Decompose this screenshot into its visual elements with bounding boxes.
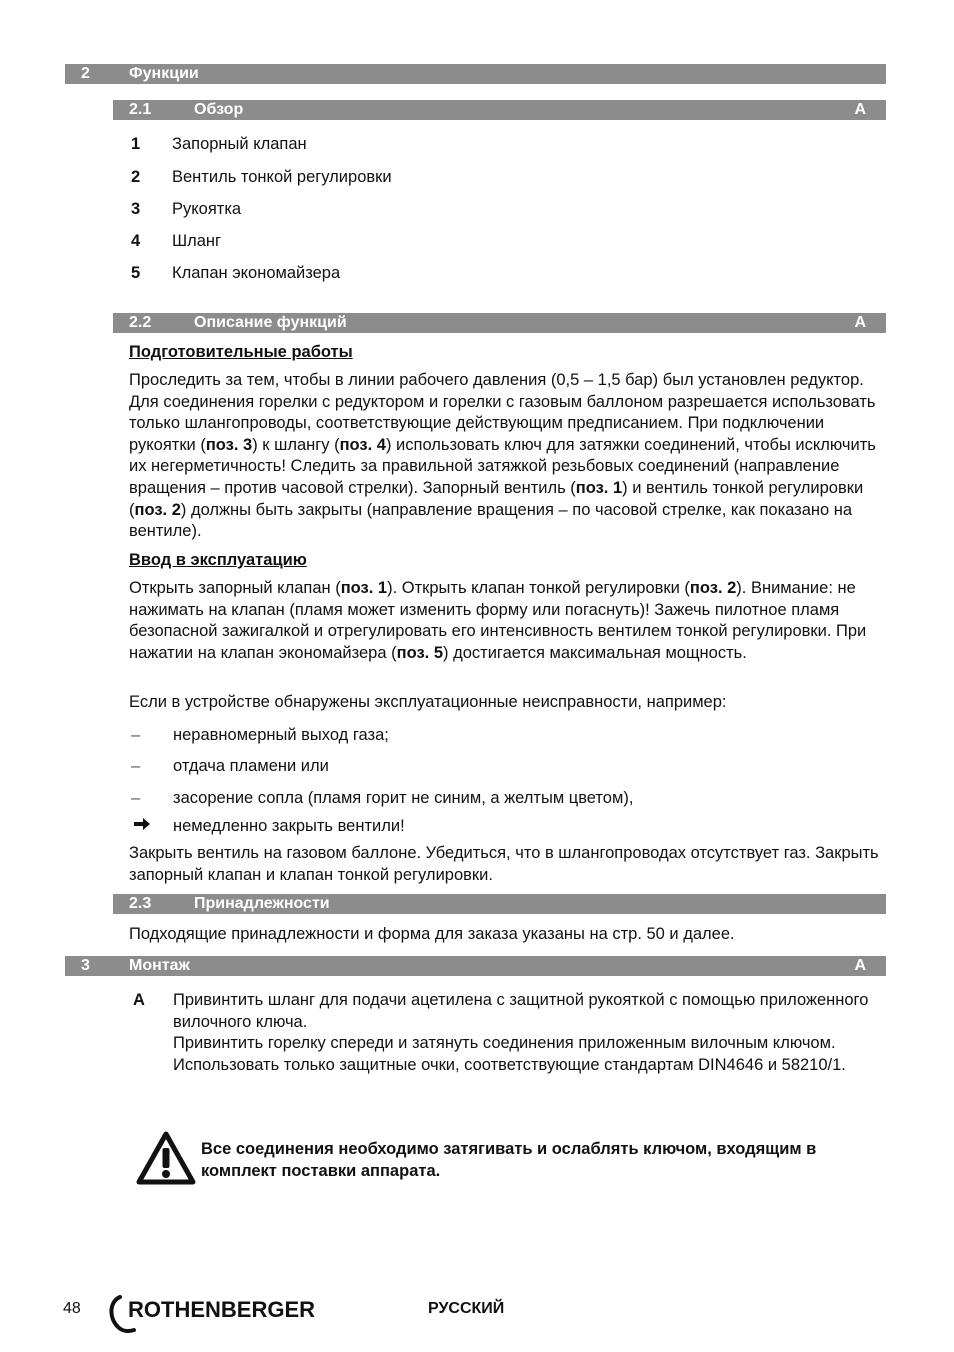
prep-paragraph: Проследить за тем, чтобы в линии рабочего давления (0,5 – 1,5 бар) был установлен редуктор. Для соединения горелки с редуктором и горелки с газовым баллоном разрешается использовать только шлангопроводы, соответствующие действующим предписанием. При подключении рукоятки (поз. 3) к шлангу (поз. 4) использовать ключ для затяжки соединений, чтобы исключить их негерметичность! Следить за правильной затяжкой резьбовых соединений (направление вращения – против часовой стрелки). Запорный вентиль (поз. 1) и вентиль тонкой регулировки (поз. 2) должны быть закрыты (направление вращения – по часовой стрелке, как показано на вентиле). <box>129 371 876 541</box>
section-number: 2.1 <box>129 101 152 118</box>
section-title: Принадлежности <box>194 895 330 912</box>
mounting-line: Привинтить шланг для подачи ацетилена с защитной рукояткой с помощью приложенного вилочного ключа. <box>173 991 869 1031</box>
item-number: 5 <box>131 264 141 282</box>
mounting-text <box>173 990 873 1076</box>
dash-mark: – <box>131 726 141 744</box>
section-tag: A <box>854 957 866 974</box>
section-title: Обзор <box>194 101 244 118</box>
arrow-right-icon <box>133 815 151 833</box>
item-label: Вентиль тонкой регулировки <box>172 168 392 186</box>
faults-intro: Если в устройстве обнаружены эксплуатационные неисправности, например: <box>129 693 727 711</box>
fault-text: отдача пламени или <box>173 757 329 775</box>
startup-paragraph: Открыть запорный клапан (поз. 1). Открыть клапан тонкой регулировки (поз. 2). Внимание: не нажимать на клапан (пламя может изменить форму или погаснуть)! Зажечь пилотное пламя безопасной зажигалкой и отрегулировать его интенсивность вентилем тонкой регулировки. При нажатии на клапан экономайзера (поз. 5) достигается максимальная мощность. <box>129 579 867 662</box>
item-label: Запорный клапан <box>172 135 307 153</box>
section-tag: A <box>854 314 866 331</box>
section-header-accessories <box>113 894 886 914</box>
item-label: Клапан экономайзера <box>172 264 341 282</box>
section-header-overview <box>113 100 886 120</box>
item-number: 4 <box>131 232 141 250</box>
rothenberger-logo <box>104 1293 354 1333</box>
section-title: Функции <box>129 65 199 82</box>
section-number: 2.3 <box>129 895 152 912</box>
section-number: 2 <box>81 65 90 82</box>
dash-mark: – <box>131 789 141 807</box>
item-number: 1 <box>131 135 141 153</box>
section-title: Монтаж <box>129 957 190 974</box>
item-number: 3 <box>131 200 141 218</box>
action-text: немедленно закрыть вентили! <box>173 817 405 835</box>
language-label: РУССКИЙ <box>428 1300 505 1317</box>
mounting-label: A <box>133 991 145 1009</box>
section-header-function-description <box>113 313 886 333</box>
warning-text: Все соединения необходимо затягивать и ослаблять ключом, входящим в комплект поставки аппарата. <box>201 1140 817 1180</box>
closing-paragraph: Закрыть вентиль на газовом баллоне. Убедиться, что в шлангопроводах отсутствует газ. Закрыть запорный клапан и клапан тонкой регулировки. <box>129 844 879 884</box>
startup-heading: Ввод в эксплуатацию <box>129 551 307 569</box>
page-number: 48 <box>63 1300 81 1317</box>
item-label: Шланг <box>172 232 222 250</box>
section-header-functions <box>65 64 886 84</box>
section-number: 2.2 <box>129 314 152 331</box>
prep-heading: Подготовительные работы <box>129 343 353 361</box>
fault-text: неравномерный выход газа; <box>173 726 389 744</box>
section-number: 3 <box>81 957 90 974</box>
section-title: Описание функций <box>194 314 347 331</box>
dash-mark: – <box>131 757 141 775</box>
section-tag: A <box>854 101 866 118</box>
item-number: 2 <box>131 168 141 186</box>
section-header-mounting <box>65 956 886 976</box>
mounting-line: Привинтить горелку спереди и затянуть соединения приложенным вилочным ключом. <box>173 1034 836 1053</box>
svg-text:ROTHENBERGER: ROTHENBERGER <box>128 1297 316 1322</box>
warning-triangle-icon <box>136 1131 196 1185</box>
mounting-line: Использовать только защитные очки, соответствующие стандартам DIN4646 и 58210/1. <box>173 1055 846 1074</box>
fault-text: засорение сопла (пламя горит не синим, а желтым цветом), <box>173 789 634 807</box>
accessories-paragraph: Подходящие принадлежности и форма для заказа указаны на стр. 50 и далее. <box>129 925 735 943</box>
item-label: Рукоятка <box>172 200 242 218</box>
